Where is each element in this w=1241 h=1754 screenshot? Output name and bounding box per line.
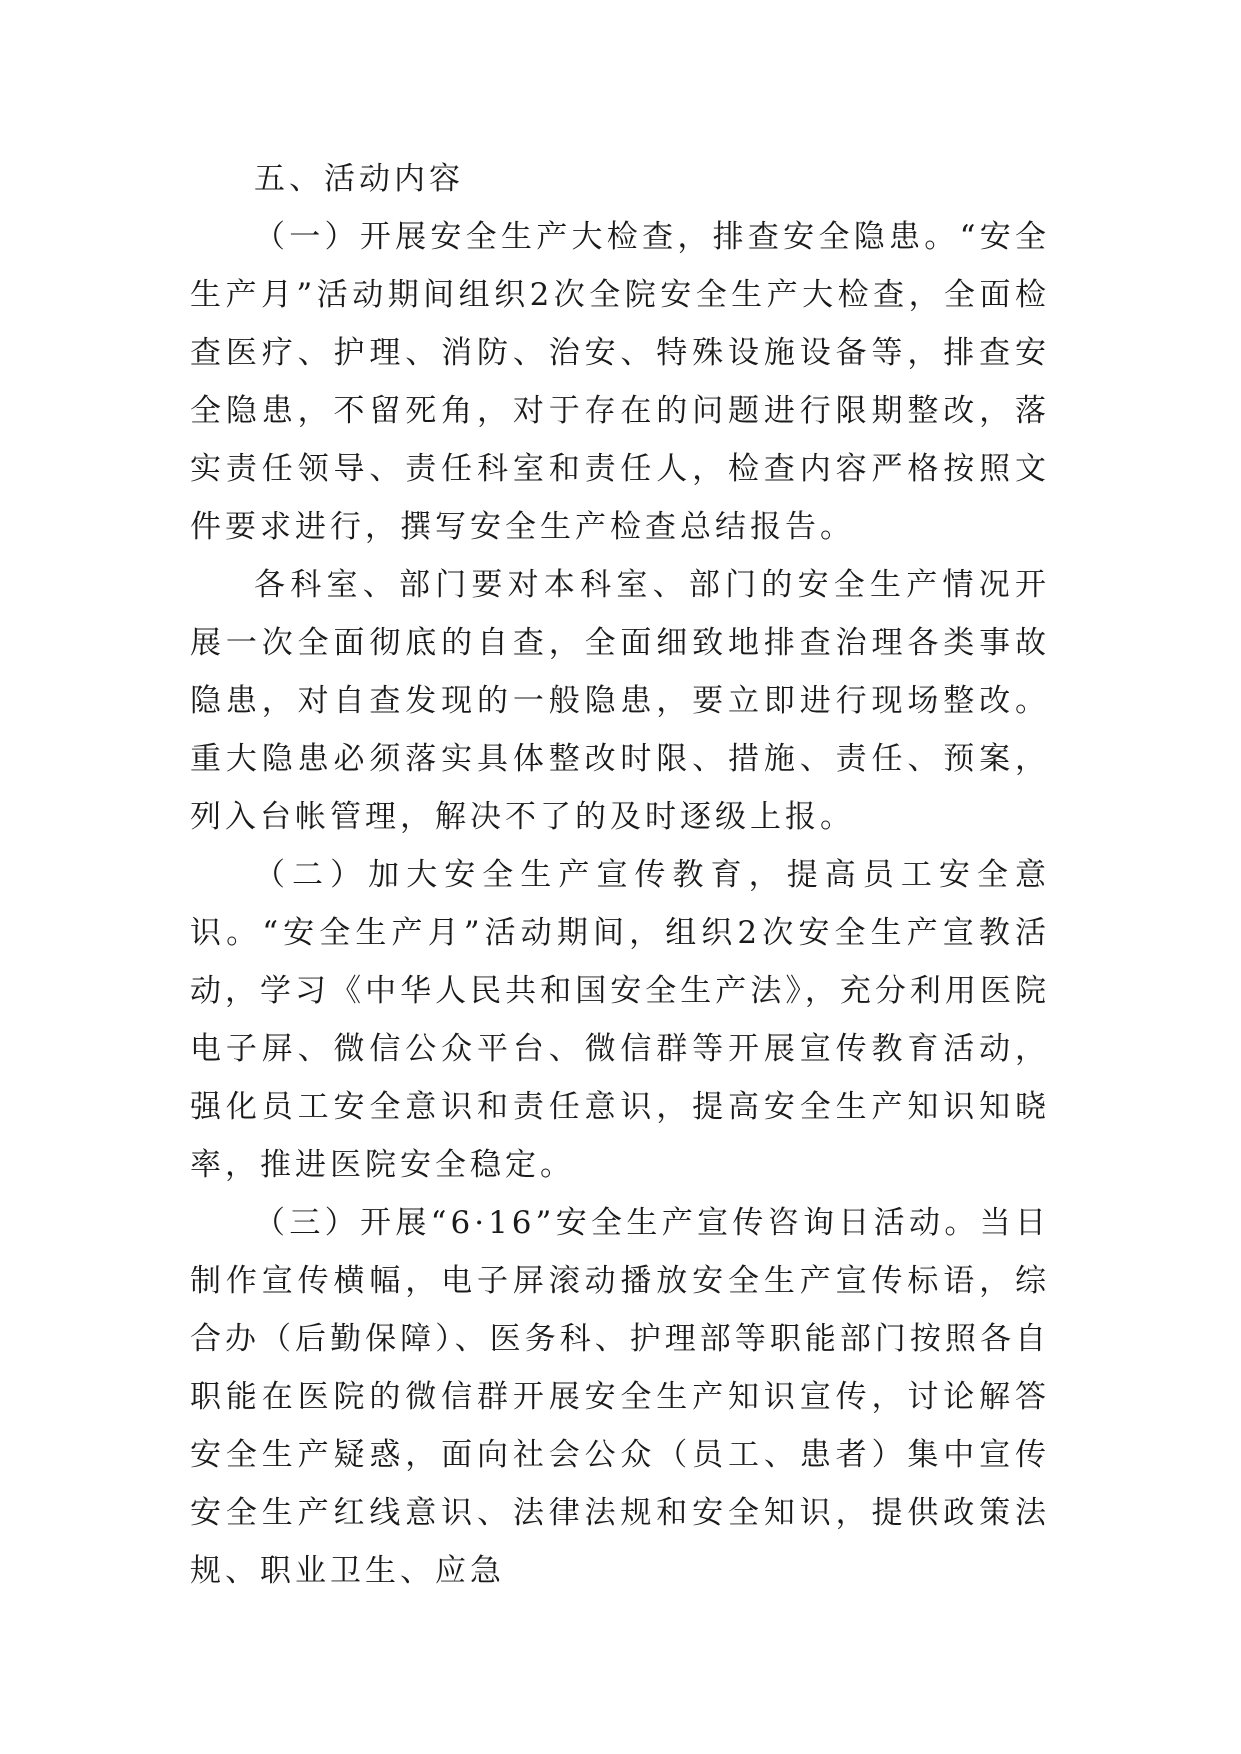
section-heading: 五、活动内容 <box>254 161 464 197</box>
paragraph-inspection: （一）开展安全生产大检查，排查安全隐患。“安全生产月”活动期间组织2次全院安全生产大检查，全面检查医疗、护理、消防、治安、特殊设施设备等，排查安全隐患，不留死角，对于存在的问题进行限期整改，落实责任领导、责任科室和责任人，检查内容严格按照文件要求进行，撰写安全生产检查总结报告。 <box>190 219 1050 545</box>
paragraph-education: （二）加大安全生产宣传教育，提高员工安全意识。“安全生产月”活动期间，组织2次安全生产宣教活动，学习《中华人民共和国安全生产法》，充分利用医院电子屏、微信公众平台、微信群等开展宣传教育活动，强化员工安全意识和责任意识，提高安全生产知识知晓率，推进医院安全稳定。 <box>190 857 1050 1183</box>
paragraph-consultation-day: （三）开展“6·16”安全生产宣传咨询日活动。当日制作宣传横幅，电子屏滚动播放安全生产宣传标语，综合办（后勤保障）、医务科、护理部等职能部门按照各自职能在医院的微信群开展安全生产知识宣传，讨论解答安全生产疑惑，面向社会公众（员工、患者）集中宣传安全生产红线意识、法律法规和安全知识，提供政策法规、职业卫生、应急 <box>190 1205 1050 1589</box>
paragraph-self-check: 各科室、部门要对本科室、部门的安全生产情况开展一次全面彻底的自查，全面细致地排查治理各类事故隐患，对自查发现的一般隐患，要立即进行现场整改。重大隐患必须落实具体整改时限、措施、责任、预案，列入台帐管理，解决不了的及时逐级上报。 <box>190 567 1050 835</box>
document-body <box>190 150 1050 1600</box>
